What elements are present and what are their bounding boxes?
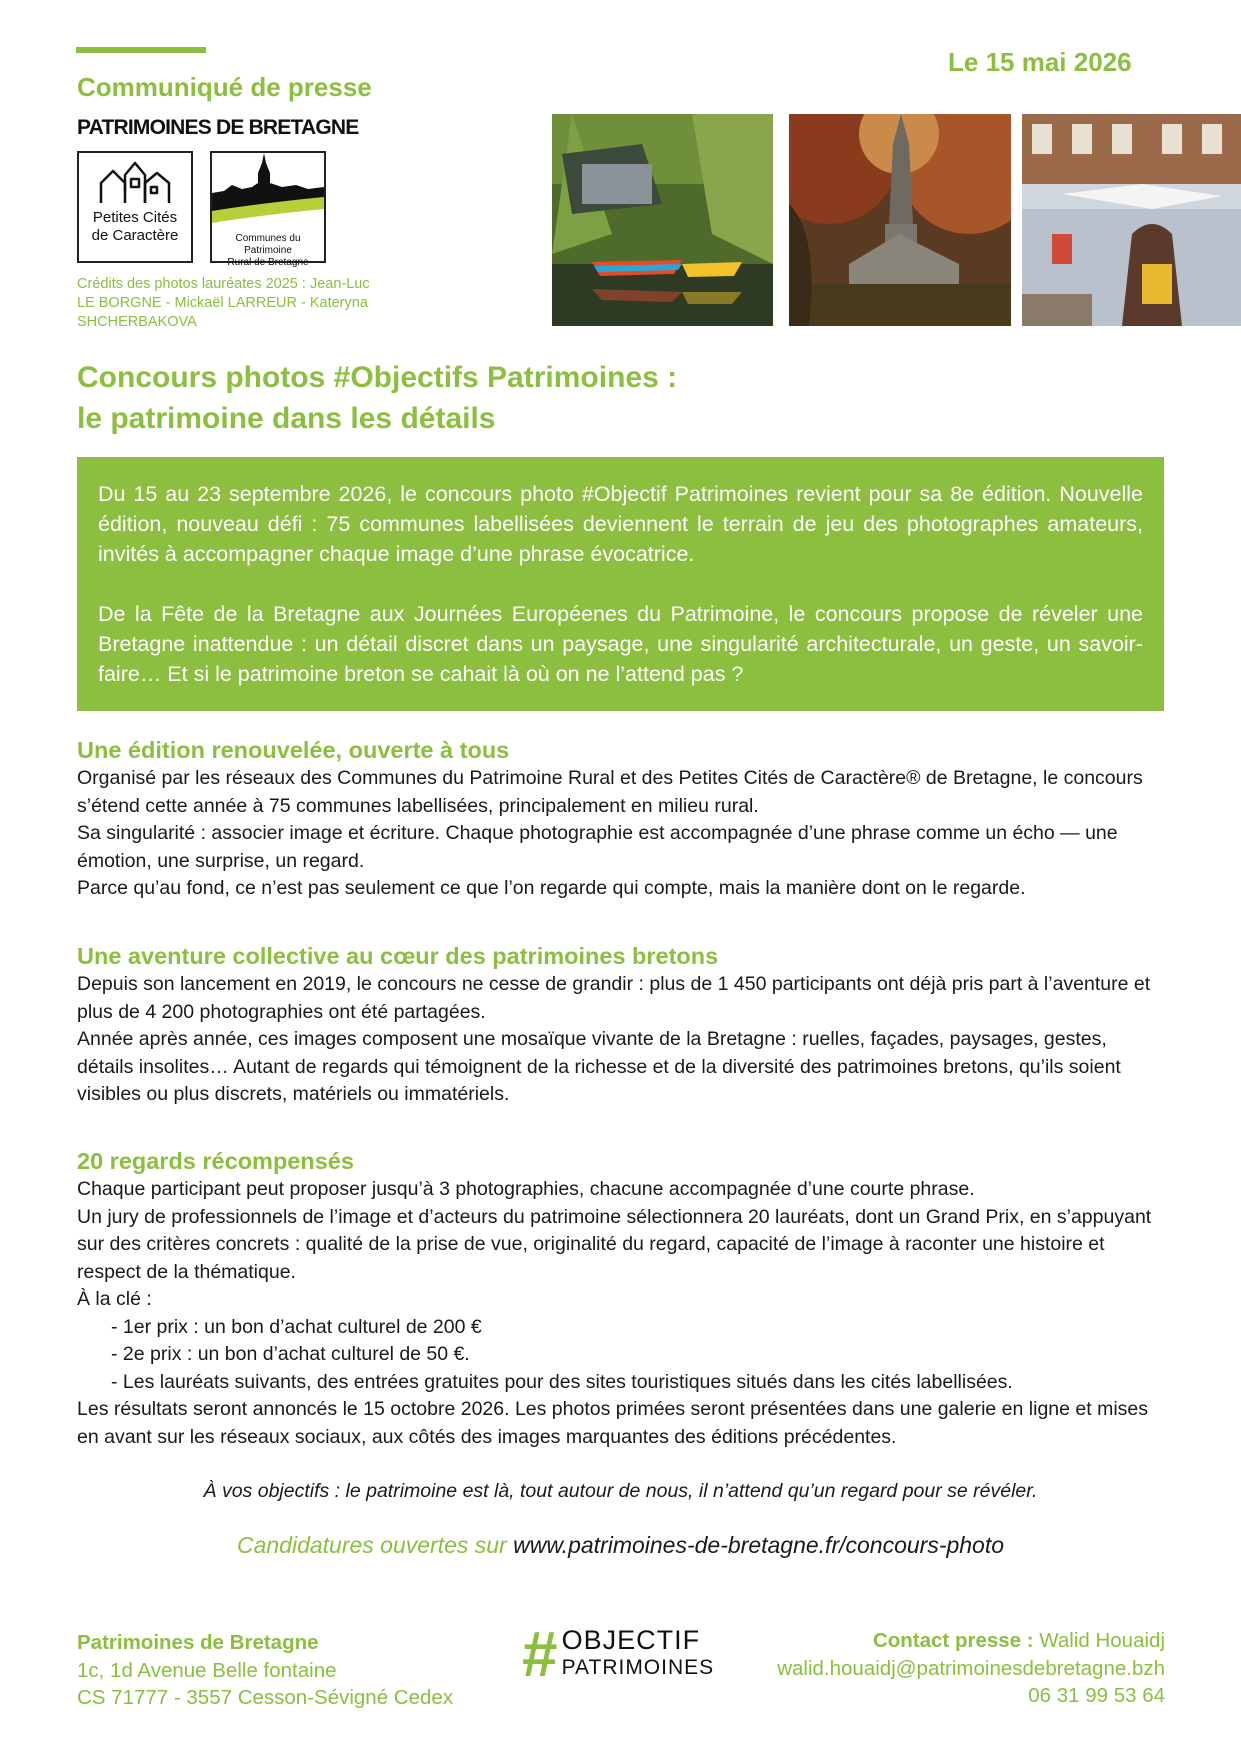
contact-phone[interactable]: 06 31 99 53 64 — [1028, 1684, 1165, 1707]
footer-org-name: Patrimoines de Bretagne — [77, 1631, 319, 1654]
release-date: Le 15 mai 2026 — [948, 47, 1132, 77]
footer-address-line: 1c, 1d Avenue Belle fontaine — [77, 1658, 337, 1682]
org-title: PATRIMOINES DE BRETAGNE — [77, 116, 359, 139]
houses-icon — [79, 153, 191, 213]
logo-line-2: PATRIMOINES — [561, 1656, 715, 1679]
cta-lead: Candidatures ouvertes sur — [236, 1532, 514, 1558]
contact-name: Walid Houaidj — [1039, 1629, 1165, 1652]
prize-item: - 1er prix : un bon d’achat culturel de 200 € — [111, 1315, 482, 1338]
intro-paragraph-1: Du 15 au 23 septembre 2026, le concours photo #Objectif Patrimoines revient pour sa 8e édition. Nouvelle édition, nouveau défi : 75 communes labellisées deviennent le terrain de jeu des photographes amateurs, invités à accompagner chaque image d’une phrase évocatrice. — [98, 482, 1143, 566]
top-accent-rule — [76, 47, 206, 53]
hash-icon: # — [522, 1618, 558, 1690]
photo-credits: Crédits des photos lauréates 2025 : Jean-Luc LE BORGNE - Mickaël LARREUR - Kateryna SHCHERBAKOVA — [77, 276, 370, 330]
prize-item: - 2e prix : un bon d’achat culturel de 50 €. — [111, 1343, 470, 1365]
contact-label: Contact presse : — [872, 1629, 1040, 1652]
footer-address-line: CS 71777 - 3557 Cesson-Sévigné Cedex — [77, 1686, 454, 1709]
section-aventure — [77, 941, 1165, 1109]
paragraph: Année après année, ces images composent une mosaïque vivante de la Bretagne : ruelles, façades, paysages, gestes, détails insolites… Autant de regards qui témoignent de la richesse et de la diversité des patrimoines bretons, qu’ils soient visibles ou plus discrets, matériels ou immatériels. — [77, 1028, 1121, 1105]
paragraph: Sa singularité : associer image et écriture. Chaque photographie est accompagnée d’une phrase comme un écho — une émotion, une surprise, un regard. — [77, 822, 1118, 872]
section-edition — [77, 735, 1165, 903]
intro-box — [77, 457, 1164, 711]
paragraph: Parce qu’au fond, ce n’est pas seulement ce que l’on regarde qui compte, mais la manière dont on le regarde. — [77, 877, 1026, 899]
communes-logo-text: Communes du Patrimoine Rural de Bretagne — [227, 233, 309, 268]
paragraph: Organisé par les réseaux des Communes du Patrimoine Rural et des Petites Cités de Caractère® de Bretagne, le concours s’étend cette année à 75 communes labellisées, principalement en milieu rural. — [77, 767, 1143, 817]
paragraph: Chaque participant peut proposer jusqu’à 3 photographies, chacune accompagnée d’une courte phrase. — [77, 1178, 975, 1200]
prize-item: - Les lauréats suivants, des entrées gratuites pour des sites touristiques situés dans les cités labellisées. — [111, 1370, 1013, 1393]
section-title: Une édition renouvelée, ouverte à tous — [77, 737, 510, 763]
photo-town-square-sketch — [1022, 114, 1241, 326]
cta-link[interactable]: www.patrimoines-de-bretagne.fr/concours-photo — [513, 1532, 1005, 1558]
paragraph: Depuis son lancement en 2019, le concours ne cesse de grandir : plus de 1 450 participants ont déjà pris part à l’aventure et plus de 4 200 photographies ont été partagées. — [77, 973, 1151, 1023]
closing-quote: À vos objectifs : le patrimoine est là, tout autour de nous, il n’attend qu’un regard pour se révéler. — [203, 1480, 1038, 1502]
intro-paragraph-2: De la Fête de la Bretagne aux Journées Européenes du Patrimoine, le concours propose de réveler une Bretagne inattendue : un détail discret dans un paysage, une singularité architecturale, un geste, un savoir-faire… Et si le patrimoine breton se cahait là où on ne l’attend pas ? — [98, 602, 1143, 686]
logo-line-1: OBJECTIF — [561, 1625, 701, 1655]
press-contact — [777, 1627, 1165, 1710]
headline: Concours photos #Objectifs Patrimoines : le patrimoine dans les détails — [77, 361, 678, 435]
paragraph: À la clé : — [77, 1288, 152, 1310]
church-landscape-icon — [212, 153, 324, 233]
objectif-patrimoines-logo — [522, 1618, 715, 1690]
photo-chapel-autumn — [789, 114, 1011, 326]
photo-river-boats — [552, 114, 773, 326]
paragraph: Les résultats seront annoncés le 15 octobre 2026. Les photos primées seront présentées dans une galerie en ligne et mises en avant sur les réseaux sociaux, aux côtés des images marquantes des éditions précédentes. — [77, 1398, 1148, 1448]
section-title: Une aventure collective au cœur des patrimoines bretons — [77, 943, 719, 969]
communes-patrimoine-rural-logo — [210, 151, 326, 268]
section-regards — [77, 1146, 1165, 1451]
section-title: 20 regards récompensés — [77, 1148, 354, 1174]
paragraph: Un jury de professionnels de l’image et d’acteurs du patrimoine sélectionnera 20 lauréats, dont un Grand Prix, en s’appuyant sur des critères concrets : qualité de la prise de vue, originalité du regard, capacité de l’image à raconter une histoire et respect de la thématique. — [77, 1205, 1152, 1283]
petites-cites-logo — [77, 151, 193, 263]
contact-email[interactable]: walid.houaidj@patrimoinesdebretagne.bzh — [777, 1656, 1165, 1680]
call-to-action — [0, 1532, 1241, 1559]
petites-cites-logo-text: Petites Cités de Caractère — [91, 209, 179, 244]
document-type-label: Communiqué de presse — [77, 72, 372, 102]
footer-address — [77, 1629, 453, 1712]
